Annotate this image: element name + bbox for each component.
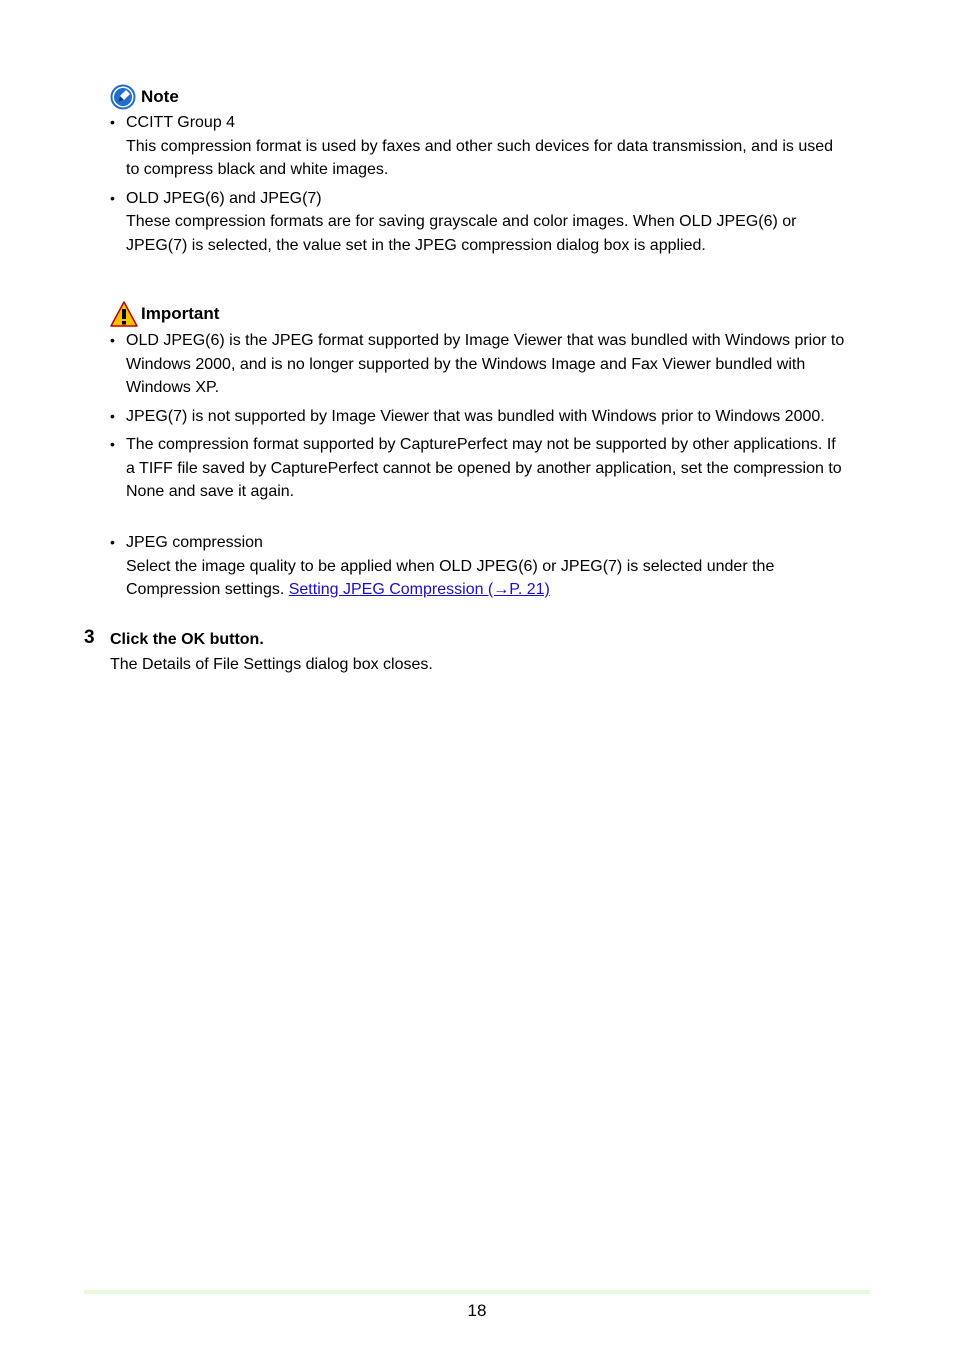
item-text: Windows XP.: [126, 379, 220, 396]
list-item: [110, 433, 870, 504]
item-text-with-link: [126, 578, 870, 602]
step-description: The Details of File Settings dialog box closes.: [110, 656, 433, 673]
list-item: [110, 531, 870, 602]
item-text: • The compression format supported by CapturePerfect may not be supported by other applications. If: [126, 436, 836, 453]
note-pencil-icon: [110, 84, 136, 110]
important-heading: [110, 301, 219, 327]
list-item: [110, 405, 870, 429]
item-text: Select the image quality to be applied when OLD JPEG(6) or JPEG(7) is selected under the: [126, 557, 775, 575]
list-item: [110, 329, 870, 400]
item-text: a TIFF file saved by CapturePerfect cannot be opened by another application, set the compression to: [126, 459, 842, 477]
note-list: [110, 111, 870, 262]
item-heading: • JPEG compression: [126, 534, 263, 551]
item-text: • JPEG(7) is not supported by Image Viewer that was bundled with Windows prior to Windows 2000.: [126, 407, 825, 425]
note-title: Note: [141, 87, 179, 106]
step-title: Click the OK button.: [110, 631, 264, 648]
item-heading: • CCITT Group 4: [126, 114, 236, 131]
item-text: These compression formats are for saving grayscale and color images. When OLD JPEG(6) or: [126, 213, 797, 230]
jpeg-compression-list: [110, 531, 870, 607]
note-heading: [110, 84, 179, 110]
warning-icon: [110, 301, 136, 327]
page-number: 18: [467, 1301, 487, 1320]
item-text: Windows 2000, and is no longer supported by the Windows Image and Fax Viewer bundled with: [126, 355, 806, 373]
list-item: [110, 111, 870, 182]
item-text: JPEG(7) is selected, the value set in the JPEG compression dialog box is applied.: [126, 236, 706, 254]
jpeg-compression-link[interactable]: Setting JPEG Compression (→P. 21): [288, 581, 550, 598]
item-text: None and save it again.: [126, 483, 295, 500]
item-text: Compression settings.: [126, 581, 289, 598]
footer-rule: [84, 1290, 870, 1294]
list-item: [110, 187, 870, 258]
item-text: to compress black and white images.: [126, 161, 389, 178]
item-text: This compression format is used by faxes and other such devices for data transmission, and is used: [126, 137, 834, 155]
item-text: • OLD JPEG(6) is the JPEG format supported by Image Viewer that was bundled with Windows prior to: [126, 332, 845, 349]
step-number: 3: [84, 627, 95, 648]
important-list: [110, 329, 870, 509]
item-heading: • OLD JPEG(6) and JPEG(7): [126, 189, 322, 207]
important-title: Important: [141, 304, 220, 323]
